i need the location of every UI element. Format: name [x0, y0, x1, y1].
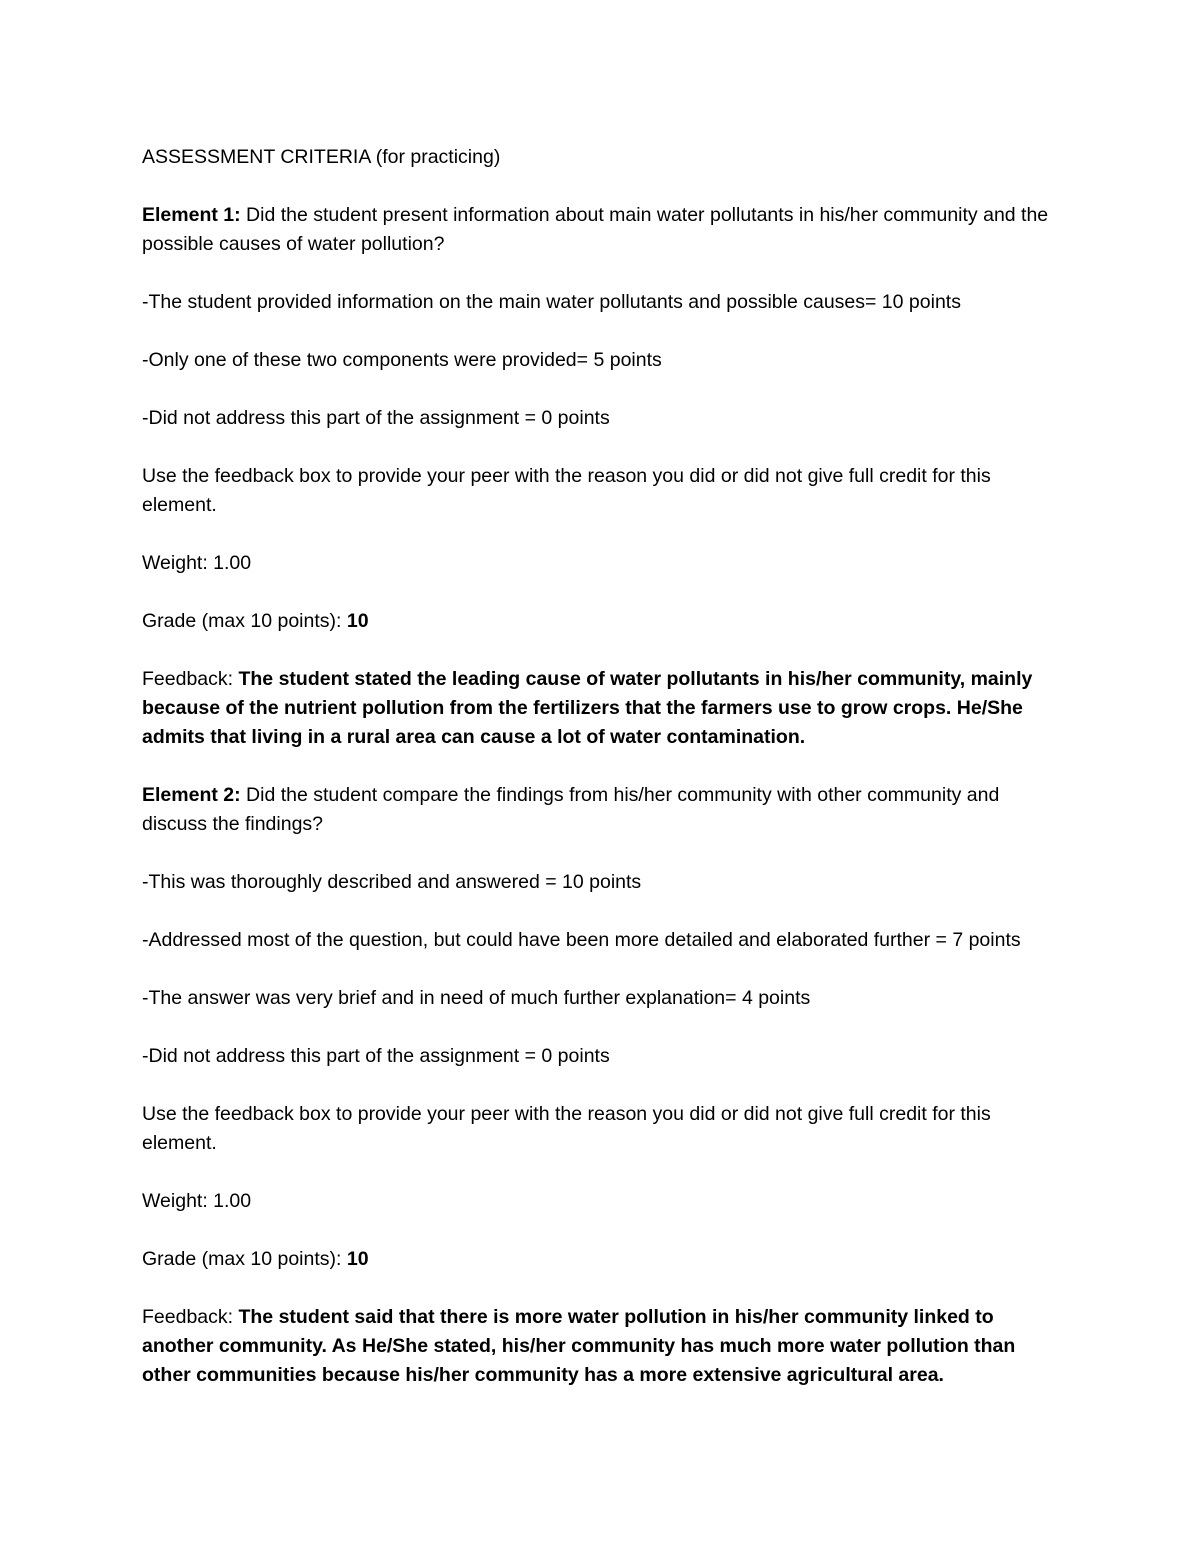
title-text: ASSESSMENT CRITERIA	[142, 146, 371, 168]
element-1-question-text: Did the student present information about main water pollutants in his/her community and the possible causes of water pollution?	[142, 204, 1049, 255]
document-title	[142, 143, 1067, 172]
element-2-instruction: Use the feedback box to provide your peer with the reason you did or did not give full credit for this element.	[142, 1103, 991, 1154]
element-1-criterion-2: -Only one of these two components were provided= 5 points	[142, 349, 662, 371]
element-2-feedback-label: Feedback:	[142, 1306, 239, 1328]
element-2-criterion-4: -Did not address this part of the assignment = 0 points	[142, 1045, 610, 1067]
element-1-criterion-3: -Did not address this part of the assignment = 0 points	[142, 407, 610, 429]
element-2-question	[142, 781, 1067, 839]
element-2-weight: Weight: 1.00	[142, 1190, 252, 1212]
element-2-heading: Element 2:	[142, 784, 241, 806]
element-1-feedback	[142, 665, 1067, 752]
element-1-feedback-text: The student stated the leading cause of water pollutants in his/her community, mainly because of the nutrient pollution from the fertilizers that the farmers use to grow crops. He/She admits that living in a rural area can cause a lot of water contamination.	[142, 668, 1033, 748]
element-2-feedback-text: The student said that there is more water pollution in his/her community linked to another community. As He/She stated, his/her community has much more water pollution than other communities because his/her community has a more extensive agricultural area.	[142, 1306, 1016, 1386]
document-content	[142, 143, 1067, 1419]
title-suffix: (for practicing)	[375, 146, 501, 168]
element-1-criterion-1: -The student provided information on the main water pollutants and possible causes= 10 points	[142, 291, 961, 313]
element-1-weight: Weight: 1.00	[142, 552, 252, 574]
element-2-question-text: Did the student compare the findings from his/her community with other community and discuss the findings?	[142, 784, 1000, 835]
element-1-grade-label: Grade (max 10 points):	[142, 610, 347, 632]
element-2-feedback	[142, 1303, 1067, 1390]
element-1-question	[142, 201, 1067, 259]
element-1-instruction: Use the feedback box to provide your peer with the reason you did or did not give full credit for this element.	[142, 465, 991, 516]
element-1-heading: Element 1:	[142, 204, 241, 226]
element-1-feedback-label: Feedback:	[142, 668, 239, 690]
element-2-criterion-2: -Addressed most of the question, but could have been more detailed and elaborated further = 7 points	[142, 929, 1021, 951]
element-2-grade	[142, 1245, 1067, 1274]
element-2-grade-value: 10	[346, 1248, 369, 1270]
element-2-criterion-3: -The answer was very brief and in need of much further explanation= 4 points	[142, 987, 811, 1009]
element-1-grade-value: 10	[346, 610, 369, 632]
element-1-grade	[142, 607, 1067, 636]
element-2-criterion-1: -This was thoroughly described and answered = 10 points	[142, 871, 642, 893]
element-2-grade-label: Grade (max 10 points):	[142, 1248, 347, 1270]
